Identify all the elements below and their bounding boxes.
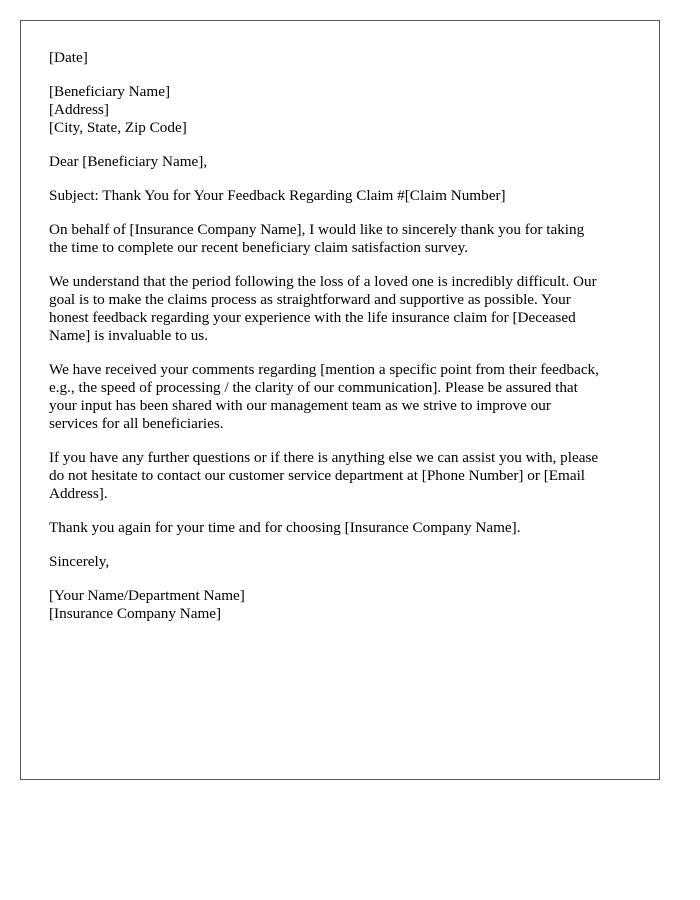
signature-block: [49, 587, 634, 623]
closing-block: [49, 553, 634, 571]
body-paragraph-5: [49, 519, 634, 537]
date-block: [49, 49, 634, 67]
body-line: your input has been shared with our management team as we strive to improve our: [49, 397, 551, 414]
signature-name: [Your Name/Department Name]: [49, 587, 245, 604]
body-line: Thank you again for your time and for choosing [Insurance Company Name].: [49, 519, 521, 536]
signature-company: [Insurance Company Name]: [49, 605, 222, 622]
body-paragraph-3: [49, 361, 634, 433]
letter-body: [49, 49, 634, 639]
subject-block: [49, 187, 634, 205]
body-line: do not hesitate to contact our customer service department at [Phone Number] or [Email: [49, 467, 586, 484]
salutation: Dear [Beneficiary Name],: [49, 153, 208, 170]
letter-date: [Date]: [49, 49, 88, 66]
body-line: services for all beneficiaries.: [49, 415, 224, 432]
body-line: Name] is invaluable to us.: [49, 327, 209, 344]
body-paragraph-4: [49, 449, 634, 503]
body-line: If you have any further questions or if there is anything else we can assist you with, please: [49, 449, 599, 466]
body-line: We understand that the period following the loss of a loved one is incredibly difficult. Our: [49, 273, 597, 290]
body-line: Address].: [49, 485, 108, 502]
subject-line: Subject: Thank You for Your Feedback Regarding Claim #[Claim Number]: [49, 187, 506, 204]
letter-page: [20, 20, 660, 780]
recipient-city-state-zip: [City, State, Zip Code]: [49, 119, 187, 136]
body-paragraph-2: [49, 273, 634, 345]
recipient-address-block: [49, 83, 634, 137]
body-line: honest feedback regarding your experience with the life insurance claim for [Deceased: [49, 309, 576, 326]
recipient-address: [Address]: [49, 101, 109, 118]
body-line: the time to complete our recent beneficiary claim satisfaction survey.: [49, 239, 469, 256]
body-paragraph-1: [49, 221, 634, 257]
body-line: We have received your comments regarding [mention a specific point from their feedback,: [49, 361, 599, 378]
recipient-name: [Beneficiary Name]: [49, 83, 171, 100]
body-line: goal is to make the claims process as straightforward and supportive as possible. Your: [49, 291, 571, 308]
body-line: On behalf of [Insurance Company Name], I would like to sincerely thank you for taking: [49, 221, 585, 238]
closing: Sincerely,: [49, 553, 110, 570]
salutation-block: [49, 153, 634, 171]
body-line: e.g., the speed of processing / the clarity of our communication]. Please be assured that: [49, 379, 578, 396]
